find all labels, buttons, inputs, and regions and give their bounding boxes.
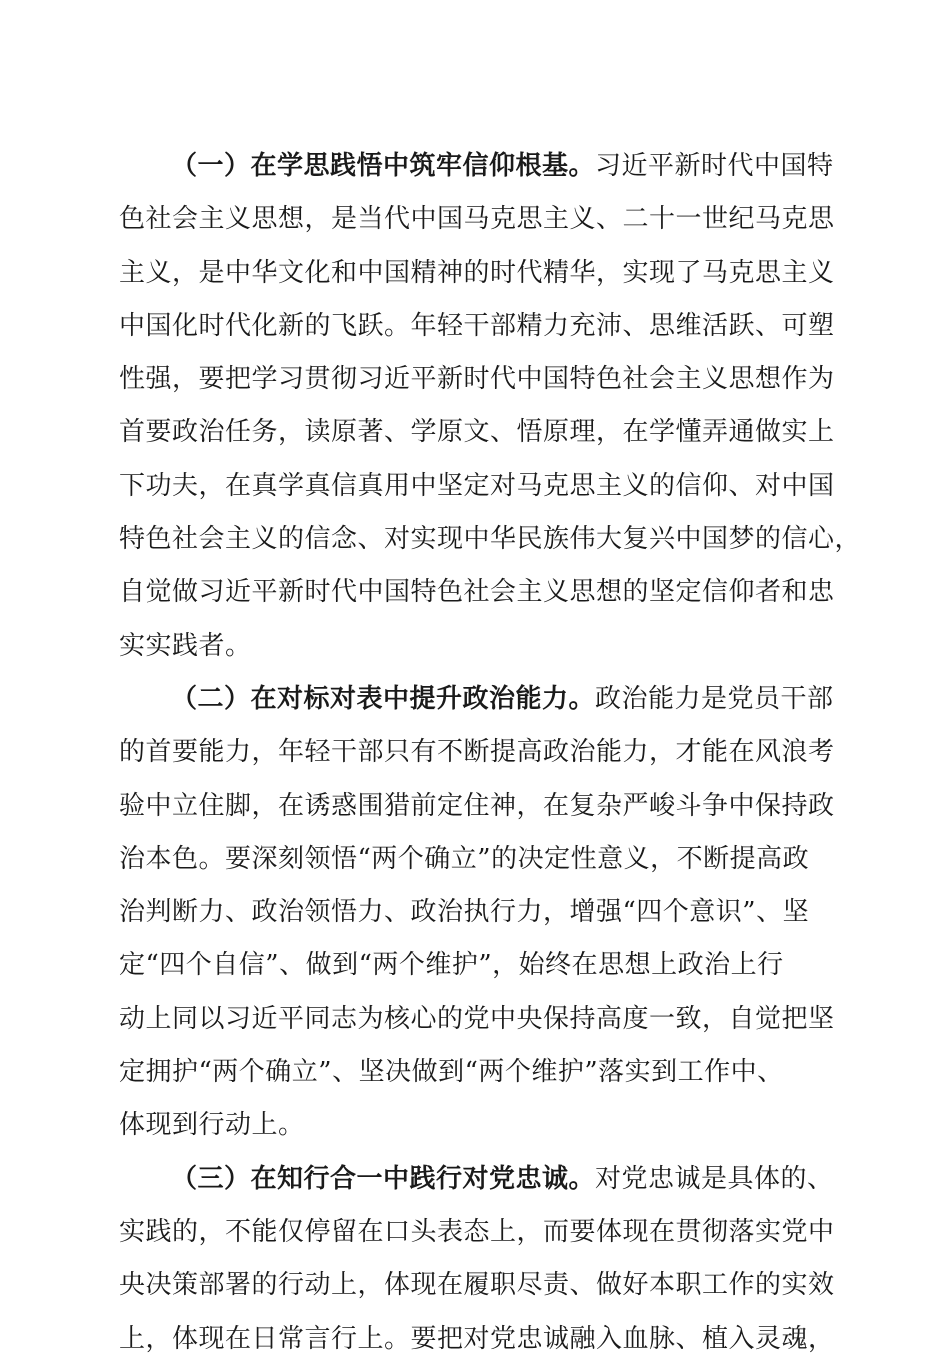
document-body — [119, 140, 862, 1366]
paragraph-1-line: 特色社会主义的信念、对实现中华民族伟大复兴中国梦的信心， — [119, 524, 862, 555]
paragraph-1-line: 中国化时代化新的飞跃。年轻干部精力充沛、思维活跃、可塑 — [119, 310, 835, 341]
paragraph-2-line: 定拥护“两个确立”、坚决做到“两个维护”落实到工作中、 — [119, 1057, 784, 1088]
paragraph-2-line: 的首要能力，年轻干部只有不断提高政治能力，才能在风浪考 — [119, 737, 835, 768]
paragraph-3-line: 央决策部署的行动上，体现在履职尽责、做好本职工作的实效 — [119, 1270, 835, 1301]
paragraph-2-line: 动上同以习近平同志为核心的党中央保持高度一致，自觉把坚 — [119, 1003, 835, 1034]
paragraph-1-line: 实实践者。 — [119, 630, 252, 661]
paragraph-1-line: 主义，是中华文化和中国精神的时代精华，实现了马克思主义 — [119, 257, 835, 288]
paragraph-3-text: 对党忠诚是具体的、 — [595, 1163, 834, 1194]
paragraph-3-line: 实践的，不能仅停留在口头表态上，而要体现在贯彻落实党中 — [119, 1216, 835, 1247]
paragraph-2-first-line — [119, 673, 834, 726]
paragraph-3-first-line — [119, 1153, 834, 1206]
paragraph-1-line: 色社会主义思想，是当代中国马克思主义、二十一世纪马克思 — [119, 204, 835, 235]
paragraph-2-heading: （二）在对标对表中提升政治能力。 — [171, 683, 596, 714]
paragraph-3-line: 上，体现在日常言行上。要把对党忠诚融入血脉、植入灵魂， — [119, 1323, 835, 1354]
paragraph-2-line: 验中立住脚，在诱惑围猎前定住神，在复杂严峻斗争中保持政 — [119, 790, 835, 821]
paragraph-2-line: 治本色。要深刻领悟“两个确立”的决定性意义，不断提高政 — [119, 843, 810, 874]
paragraph-1-line: 下功夫，在真学真信真用中坚定对马克思主义的信仰、对中国 — [119, 470, 835, 501]
paragraph-3-heading: （三）在知行合一中践行对党忠诚。 — [171, 1163, 596, 1194]
paragraph-2-line: 定“四个自信”、做到“两个维护”，始终在思想上政治上行 — [119, 950, 784, 981]
paragraph-1-line: 首要政治任务，读原著、学原文、悟原理，在学懂弄通做实上 — [119, 417, 835, 448]
paragraph-2-text: 政治能力是党员干部 — [595, 683, 834, 714]
paragraph-1-heading: （一）在学思践悟中筑牢信仰根基。 — [171, 151, 596, 181]
paragraph-2-line: 治判断力、政治领悟力、政治执行力，增强“四个意识”、坚 — [119, 897, 810, 928]
paragraph-2-line: 体现到行动上。 — [119, 1110, 305, 1141]
paragraph-1-text: 习近平新时代中国特 — [595, 151, 834, 181]
paragraph-1-first-line — [119, 140, 834, 193]
paragraph-1-line: 自觉做习近平新时代中国特色社会主义思想的坚定信仰者和忠 — [119, 577, 835, 608]
paragraph-1-line: 性强，要把学习贯彻习近平新时代中国特色社会主义思想作为 — [119, 364, 835, 395]
